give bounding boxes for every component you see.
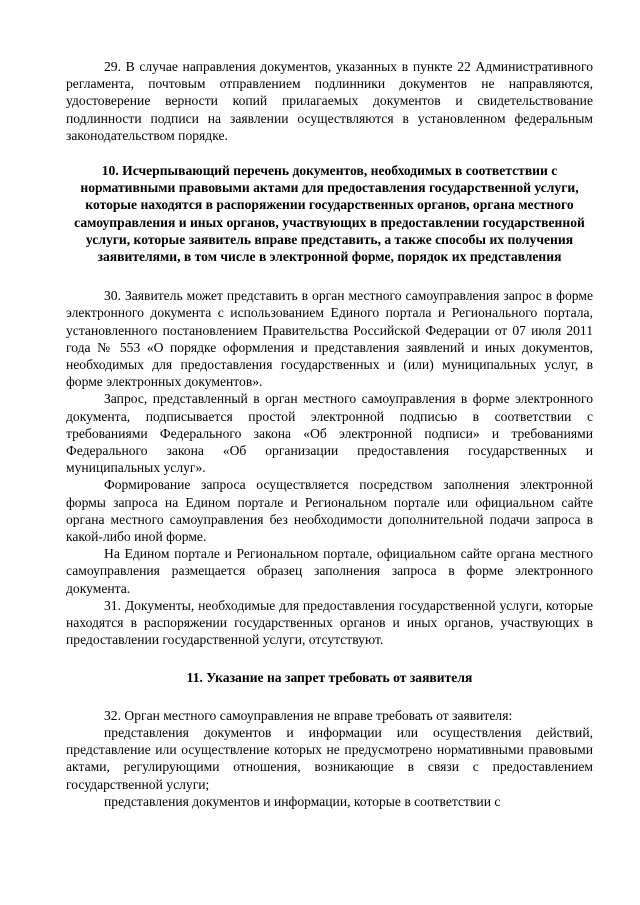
paragraph-32-item-2: представления документов и информации, которые в соответствии с	[104, 793, 501, 809]
paragraph-30-electronic-request: Запрос, представленный в орган местного самоуправления в форме электронного документа, подписывается простой электронной подписью в соответствии с требованиями Федерального закона «Об электронной подписи» и требованиями Федерального закона «Об организации предоставления государственных и муниципальных услуг».	[66, 391, 593, 476]
document-page	[66, 58, 593, 810]
paragraph-32: 32. Орган местного самоуправления не вправе требовать от заявителя:	[104, 707, 513, 723]
paragraph-30-sample: На Едином портале и Региональном портале, официальном сайте органа местного самоуправления размещается образец заполнения запроса в форме электронного документа.	[66, 546, 593, 596]
paragraph-32-item-1: представления документов и информации или осуществления действий, представление или осуществление которых не предусмотрено нормативными правовыми актами, регулирующими отношения, возникающие в связи с предоставлением государственной услуги;	[66, 724, 593, 792]
paragraph-29: 29. В случае направления документов, указанных в пункте 22 Административного регламента, почтовым отправлением подлинники документов не направляются, удостоверение верности копий прилагаемых документов и свидетельствование подлинности подписи на заявлении осуществляются в установленном федеральным законодательством порядке.	[66, 59, 593, 143]
section-heading-11: 11. Указание на запрет требовать от заявителя	[186, 669, 473, 685]
paragraph-30-request-forming: Формирование запроса осуществляется посредством заполнения электронной формы запроса на Едином портале и Региональном портале или официальном сайте органа местного самоуправления без необходимости дополнительной подачи запроса в какой-либо иной форме.	[66, 477, 593, 545]
section-heading-10: 10. Исчерпывающий перечень документов, необходимых в соответствии с нормативными правовыми актами для предоставления государственной услуги, которые находятся в распоряжении государственных органов, органа местного самоуправления и иных органов, участвующих в предоставлении государственной услуги, которые заявитель вправе представить, а также способы их получения заявителями, в том числе в электронной форме, порядок их представления	[74, 163, 585, 265]
paragraph-30: 30. Заявитель может представить в орган местного самоуправления запрос в форме электронного документа с использованием Единого портала и Регионального портала, установленного постановлением Правительства Российской Федерации от 07 июля 2011 года № 553 «О порядке оформления и представления заявлений и иных документов, необходимых для предоставления государственных и (или) муниципальных услуг, в форме электронных документов».	[66, 288, 593, 390]
paragraph-31: 31. Документы, необходимые для предоставления государственной услуги, которые находятся в распоряжении государственных органов и иных органов, участвующих в предоставлении государственной услуги, отсутствуют.	[66, 597, 593, 648]
